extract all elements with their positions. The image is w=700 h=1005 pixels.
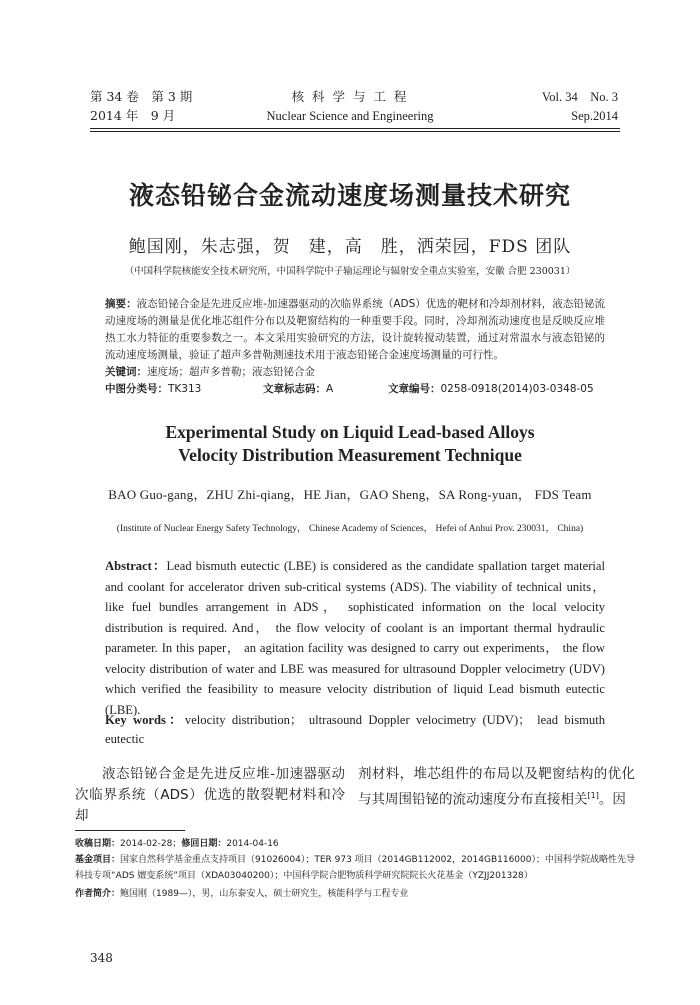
title-en-line2: Velocity Distribution Measurement Technique: [178, 445, 522, 465]
abstract-en-text: Lead bismuth eutectic (LBE) is considered as the candidate spallation target material and coolant for accelerator driven sub-critical systems (ADS). The viability of technical units， like fuel bundles arrangement in ADS， sophisticated information on the local velocity distribution is required. And， the flow velocity of coolant is an important thermal hydraulic parameter. In this paper， an agitation facility was designed to carry out experiments， the flow velocity distribution of water and LBE was measured for ultrasound Doppler velocimetry (UDV) which verified the feasibility to measure velocity distribution of liquid Lead bismuth eutectic (LBE).: [105, 559, 605, 717]
doc-code-value: A: [326, 383, 334, 395]
keywords-cn-text: 速度场；超声多普勒；液态铅铋合金: [147, 366, 315, 378]
abstract-en: [105, 556, 605, 720]
body-left-column: 液态铅铋合金是先进反应堆-加速器驱动次临界系统（ADS）优选的散裂靶材料和冷却: [75, 766, 345, 824]
keywords-cn: [105, 364, 605, 381]
article-number-label: 文章编号：: [388, 383, 441, 395]
affiliation-en: (Institute of Nuclear Energy Safety Technology， Chinese Academy of Sciences， Hefei of Anhui Prov. 230031， China): [116, 524, 584, 534]
affiliation-cn: （中国科学院核能安全技术研究所，中国科学院中子输运理论与辐射安全重点实验室，安徽 合肥 230031）: [124, 266, 576, 277]
abstract-cn: [105, 296, 605, 364]
footnote-dates: [75, 836, 635, 852]
title-cn: 液态铅铋合金流动速度场测量技术研究: [128, 181, 571, 210]
revised-label: 修回日期：: [181, 839, 227, 849]
received-value: 2014-02-28；: [120, 839, 182, 849]
doc-code: [263, 381, 333, 398]
keywords-en-text: velocity distribution； ultrasound Doppler velocimetry (UDV)； lead bismuth eutectic: [105, 713, 606, 746]
abstract-en-label: Abstract：: [105, 559, 167, 573]
title-en: [0, 421, 700, 467]
article-number-value: 0258-0918(2014)03-0348-05: [440, 383, 594, 395]
header-date-cn: 2014 年 9 月: [90, 108, 176, 123]
abstract-cn-text: 液态铅铋合金是先进反应堆-加速器驱动的次临界系统（ADS）优选的靶材和冷却剂材料，液态铅铋流动速度场的测量是优化堆芯组件分布以及靶窗结构的一种重要手段。同时，冷却剂流动速度也是反映反应堆热工水力特征的重要参数之一。本文采用实验研究的方法，设计旋转搅动装置，通过对常温水与液态铅铋的流动速度场测量，验证了超声多普勒测速技术用于液态铅铋合金速度场测量的可行性。: [105, 298, 605, 361]
header-journal-cn: 核 科 学 与 工 程: [291, 89, 409, 104]
body-right-column: [358, 764, 635, 811]
revised-value: 2014-04-16: [226, 839, 279, 849]
body-right-text: 剂材料，堆芯组件的布局以及靶窗结构的优化与其周围铅铋的流动速度分布直接相关: [358, 766, 635, 808]
authors-en: BAO Guo-gang，ZHU Zhi-qiang，HE Jian，GAO Sheng，SA Rong-yuan， FDS Team: [108, 487, 592, 502]
keywords-en: [105, 711, 605, 749]
clc-value: TK313: [168, 383, 202, 395]
title-en-line1: Experimental Study on Liquid Lead-based Alloys: [165, 422, 535, 442]
doc-code-label: 文章标志码：: [263, 383, 326, 395]
footnote-author: [75, 886, 635, 902]
body-right-tail: 。因: [598, 791, 626, 808]
header-rule-top: [90, 128, 620, 129]
abstract-cn-label: 摘要：: [105, 298, 137, 310]
fund-label: 基金项目：: [75, 855, 121, 865]
authors-cn: 鲍国刚，朱志强，贺 建，高 胜，洒荣园，FDS 团队: [128, 237, 572, 257]
header-rule-bottom: [90, 131, 620, 132]
footnote-fund: [75, 852, 635, 884]
header-volume-en: Vol. 34 No. 3: [541, 90, 618, 104]
clc-label: 中图分类号：: [105, 383, 168, 395]
author-bio-value: 鲍国刚（1989—），男，山东泰安人，硕士研究生，核能科学与工程专业: [120, 889, 409, 899]
page-number: 348: [90, 951, 113, 965]
header-journal-en: Nuclear Science and Engineering: [266, 109, 434, 123]
fund-value: 国家自然科学基金重点支持项目（91026004）；TER 973 项目（2014GB112002，2014GB116000）；中国科学院战略性先导科技专项“ADS 嬗变系统”项目（XDA03040200）；中国科学院合肥物质科学研究院院长火花基金（YZJJ201328）: [75, 855, 635, 881]
footnote-rule: [75, 830, 185, 831]
clc: [105, 381, 201, 398]
article-number: [388, 381, 594, 398]
keywords-cn-label: 关键词：: [105, 366, 147, 378]
keywords-en-label: Key words：: [105, 713, 185, 727]
received-label: 收稿日期：: [75, 839, 121, 849]
header-volume-cn: 第 34 卷 第 3 期: [90, 89, 193, 104]
author-bio-label: 作者简介：: [75, 889, 121, 899]
header-date-en: Sep.2014: [571, 109, 618, 123]
citation-ref: [1]: [587, 791, 599, 800]
